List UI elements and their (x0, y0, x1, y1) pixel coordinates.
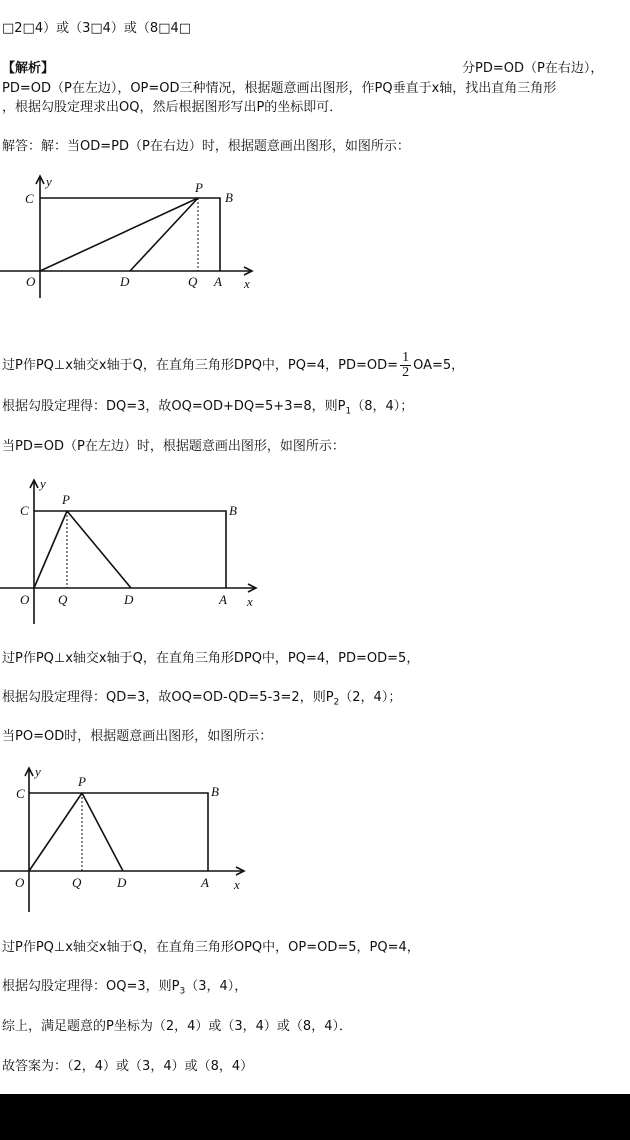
case3-text2-a: 根据勾股定理得：OQ=3，则P (2, 979, 180, 994)
case3-subscript: 3 (179, 986, 186, 997)
analysis-line3: ，根据勾股定理求出OQ，然后根据图形写出P的坐标即可． (2, 100, 343, 115)
label-b: B (211, 784, 219, 799)
segment-op (29, 793, 82, 871)
label-q: Q (58, 592, 68, 607)
analysis-label: 【解析】 (2, 61, 55, 76)
label-a: A (201, 875, 209, 890)
label-q: Q (188, 274, 198, 289)
summary-line: 综上，满足题意的P坐标为（2，4）或（3，4）或（8，4）． (2, 1019, 352, 1034)
segment-dp (130, 198, 198, 271)
label-d: D (120, 274, 130, 289)
case1-text2 (2, 398, 413, 421)
label-a: A (214, 274, 222, 289)
label-y: y (46, 174, 52, 189)
case3-text1: 过P作PQ⊥x轴交x轴于Q，在直角三角形OPQ中，OP=OD=5，PQ=4， (2, 940, 420, 955)
label-o: O (15, 875, 25, 890)
footer-bar (0, 1094, 630, 1140)
case1-text1 (2, 346, 464, 386)
case2-text1: 过P作PQ⊥x轴交x轴于Q，在直角三角形DPQ中，PQ=4，PD=OD=5， (2, 651, 420, 666)
final-answer-line: 故答案为：（2，4）或（3，4）或（8，4） (2, 1059, 254, 1074)
label-a: A (219, 592, 227, 607)
case3-intro: 当PO=OD时，根据题意画出图形，如图所示： (2, 729, 273, 744)
segment-pd (67, 511, 131, 588)
label-x: x (234, 877, 240, 892)
fraction-one-half (400, 351, 411, 380)
top-answer-line: □2□4）或（3□4）或（8□4□ (2, 21, 192, 36)
case2-intro: 当PD=OD（P在左边）时，根据题意画出图形，如图所示： (2, 439, 345, 454)
label-b: B (229, 503, 237, 518)
segment-pd (82, 793, 123, 871)
figure-case2 (0, 476, 280, 626)
label-p: P (78, 774, 86, 789)
case1-subscript: 1 (345, 406, 352, 417)
label-p: P (195, 180, 203, 195)
case2-subscript: 2 (333, 697, 340, 708)
solution-intro: 解答：解：当OD=PD（P在右边）时，根据题意画出图形，如图所示： (2, 139, 410, 154)
label-y: y (35, 764, 41, 779)
analysis-line1-right: 分PD=OD（P在右边）， (462, 61, 604, 76)
label-o: O (26, 274, 36, 289)
case1-text1-a: 过P作PQ⊥x轴交x轴于Q，在直角三角形DPQ中，PQ=4，PD=OD= (2, 358, 399, 373)
fraction-denominator: 2 (402, 365, 410, 380)
figure-case1 (0, 170, 280, 310)
label-d: D (124, 592, 134, 607)
segment-op (40, 198, 198, 271)
label-c: C (20, 503, 29, 518)
label-c: C (25, 191, 34, 206)
label-x: x (247, 594, 253, 609)
segment-op (34, 511, 67, 588)
case1-text1-b: OA=5， (413, 358, 465, 373)
analysis-line2: PD=OD（P在左边），OP=OD三种情况，根据题意画出图形，作PQ垂直于x轴，找出直角三角形 (2, 81, 557, 96)
label-c: C (16, 786, 25, 801)
case1-text2-a: 根据勾股定理得：DQ=3，故OQ=OD+DQ=5+3=8，则P (2, 399, 346, 414)
case2-text2-a: 根据勾股定理得：QD=3，故OQ=OD-QD=5-3=2，则P (2, 690, 334, 705)
case2-text2 (2, 689, 401, 712)
label-o: O (20, 592, 30, 607)
figure-case3 (0, 764, 260, 914)
case1-text2-b: （8，4）； (351, 399, 414, 414)
case2-text2-b: （2，4）； (339, 690, 402, 705)
label-d: D (117, 875, 127, 890)
case3-text2-b: （3，4）， (185, 979, 248, 994)
case3-text2 (2, 978, 247, 1001)
fraction-numerator: 1 (402, 350, 410, 365)
label-q: Q (72, 875, 82, 890)
label-p: P (62, 492, 70, 507)
label-x: x (244, 276, 250, 291)
label-y: y (40, 476, 46, 491)
label-b: B (225, 190, 233, 205)
rectangle-edge (40, 198, 220, 271)
